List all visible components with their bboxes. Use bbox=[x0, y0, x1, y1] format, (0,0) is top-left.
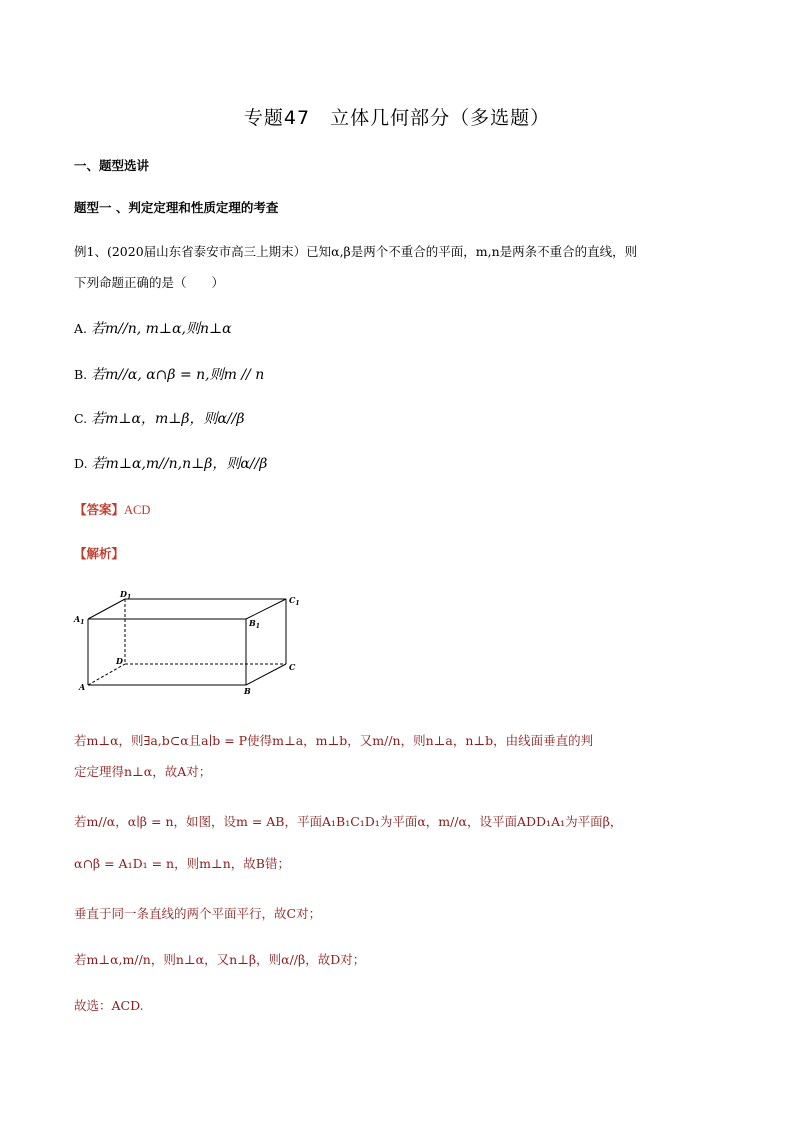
solution-line-5: 垂直于同一条直线的两个平面平行，故C对； bbox=[74, 906, 322, 921]
vertex-label-c1: $C_1$ bbox=[289, 595, 300, 607]
option-c-text: 若m⊥α，m⊥β，则α//β bbox=[91, 411, 245, 427]
option-a bbox=[74, 318, 232, 338]
solution-line-1: 若m⊥α，则∃a,b⊂α且a∣b = P使得m⊥a，m⊥b，又m//n，则n⊥a，n⊥b，由线面垂直的判 bbox=[74, 733, 594, 748]
option-a-text: 若m//n, m⊥α,则n⊥α bbox=[91, 321, 232, 337]
option-a-label: A. bbox=[74, 321, 88, 336]
answer-value: ACD bbox=[124, 503, 151, 517]
question-line-1: 例1、(2020届山东省泰安市高三上期末）已知α,β是两个不重合的平面，m,n是两条不重合的直线，则 bbox=[74, 244, 638, 259]
solution-line-3: 若m//α，α∣β = n，如图，设m = AB，平面A₁B₁C₁D₁为平面α，m//α，设平面ADD₁A₁为平面β， bbox=[74, 814, 623, 829]
option-d-label: D. bbox=[74, 456, 88, 471]
solution-line-6: 若m⊥α,m//n，则n⊥α，又n⊥β，则α//β，故D对； bbox=[74, 952, 366, 967]
vertex-label-d: D bbox=[116, 656, 123, 666]
answer bbox=[74, 500, 150, 518]
page-title: 专题47 立体几何部分（多选题） bbox=[243, 107, 551, 129]
vertex-label-a: A bbox=[79, 682, 86, 692]
option-c-label: C. bbox=[74, 411, 88, 426]
cuboid-figure bbox=[70, 588, 310, 698]
analysis-label: 【解析】 bbox=[74, 546, 125, 561]
option-b-text: 若m//α, α∩β = n,则m // n bbox=[91, 367, 265, 383]
solution-line-4: α∩β = A₁D₁ = n，则m⊥n，故B错； bbox=[74, 856, 290, 871]
option-d bbox=[74, 453, 267, 473]
option-b-label: B. bbox=[74, 367, 88, 382]
edge-bc bbox=[246, 664, 286, 685]
edge-ad-hidden bbox=[88, 664, 125, 685]
edge-a1d1 bbox=[88, 599, 125, 619]
vertex-label-a1: $A_1$ bbox=[74, 614, 85, 626]
option-d-text: 若m⊥α,m//n,n⊥β，则α//β bbox=[91, 456, 268, 472]
vertex-label-c: C bbox=[289, 662, 296, 672]
type-heading: 题型一 、判定定理和性质定理的考查 bbox=[74, 200, 279, 215]
question-line-2: 下列命题正确的是（ ） bbox=[74, 275, 225, 290]
solution-line-2: 定定理得n⊥α，故A对； bbox=[74, 764, 212, 779]
answer-label: 【答案】 bbox=[74, 502, 125, 517]
section-heading: 一、题型选讲 bbox=[74, 158, 150, 173]
option-b bbox=[74, 364, 264, 384]
option-c bbox=[74, 408, 245, 428]
vertex-label-d1: $D_1$ bbox=[120, 589, 132, 601]
vertex-label-b: B bbox=[244, 686, 251, 696]
edge-b1c1 bbox=[246, 599, 286, 619]
vertex-label-b1: $B_1$ bbox=[249, 618, 260, 630]
solution-line-7: 故选：ACD. bbox=[74, 998, 144, 1013]
